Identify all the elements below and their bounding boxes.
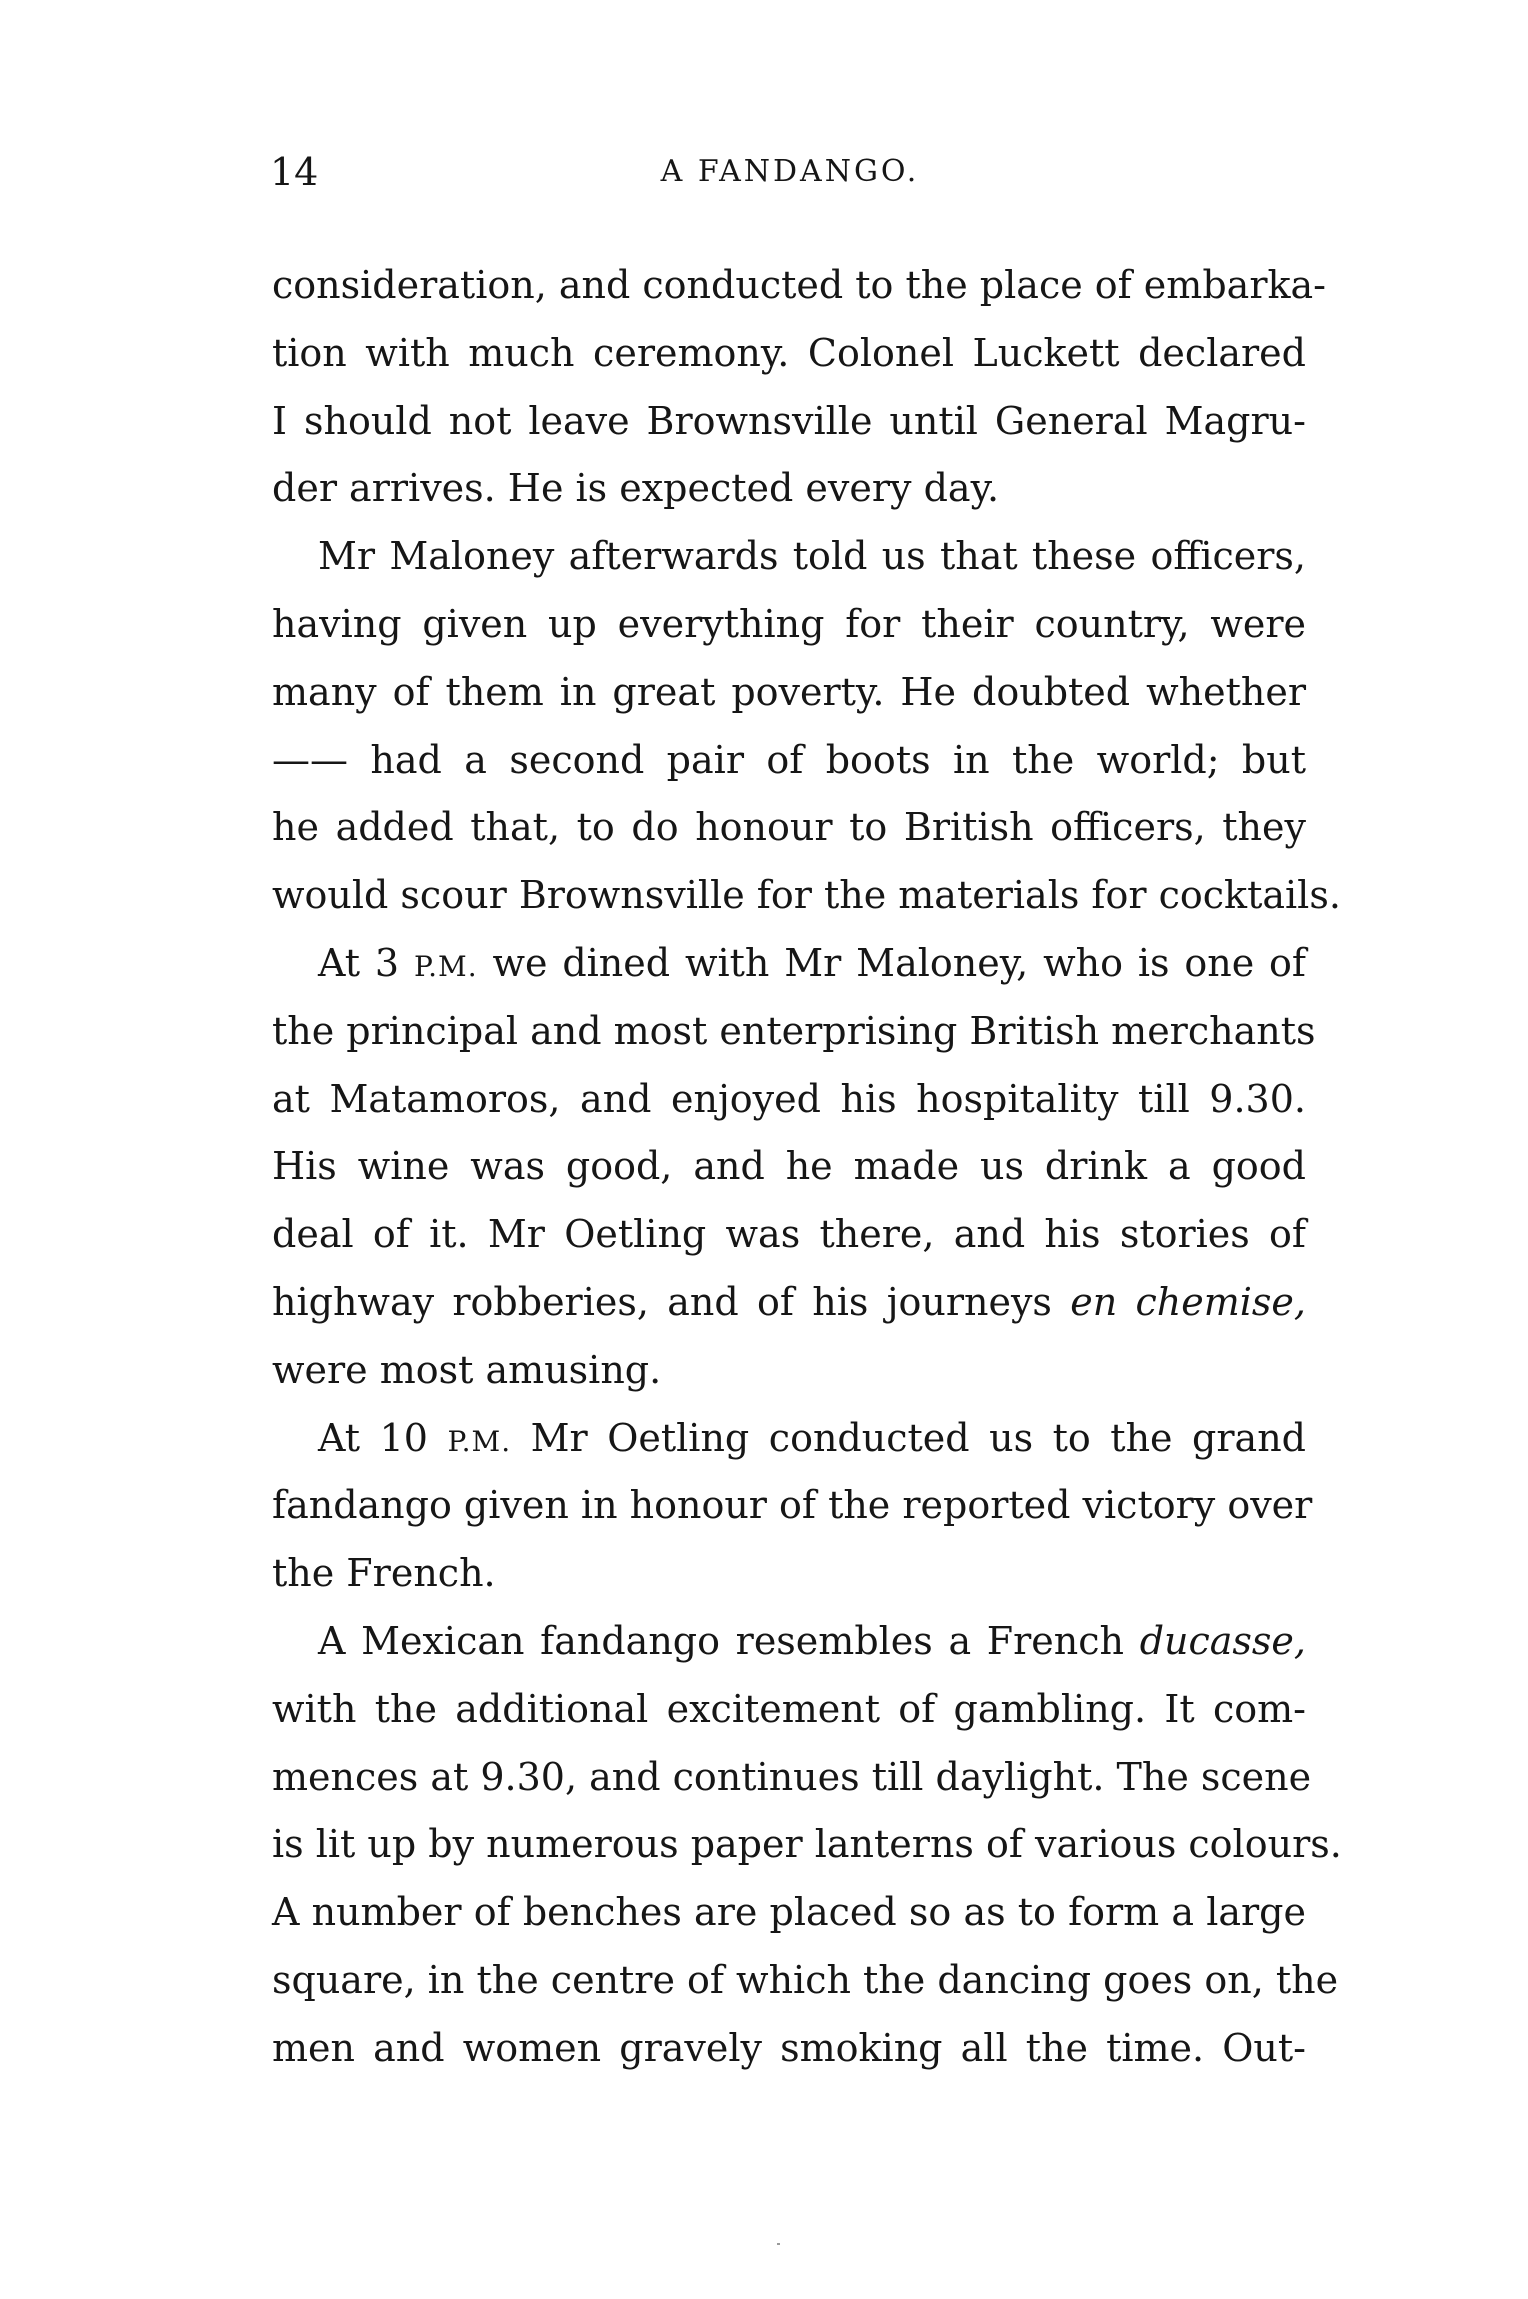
text-line: he added that, to do honour to British officers, they: [272, 805, 1306, 850]
text-line: having given up everything for their country, were: [272, 601, 1306, 646]
text-run: A Mexican fandango resembles a French: [318, 1618, 1140, 1663]
text-line: with the additional excitement of gambling. It com-: [272, 1686, 1306, 1731]
running-title: A FANDANGO.: [660, 154, 920, 189]
text-line: [272, 1405, 1306, 1473]
text-line: at Matamoros, and enjoyed his hospitality till 9.30.: [272, 1076, 1306, 1121]
text-line: would scour Brownsville for the materials for cocktails.: [272, 873, 1341, 918]
text-line: [272, 930, 1306, 998]
text-run: highway robberies, and of his journeys: [272, 1279, 1071, 1324]
text-line: consideration, and conducted to the place of embarka-: [272, 263, 1326, 307]
body-text: [272, 252, 1342, 2083]
text-line: mences at 9.30, and continues till daylight. The scene: [272, 1754, 1312, 1799]
text-line: many of them in great poverty. He doubted whether: [272, 669, 1306, 714]
text-line: deal of it. Mr Oetling was there, and his stories of: [272, 1212, 1306, 1257]
running-head: [270, 150, 1310, 210]
small-caps-time: P.M.: [413, 949, 478, 983]
page-number: 14: [270, 150, 319, 194]
italic-phrase: en chemise,: [1070, 1279, 1306, 1324]
text-line: tion with much ceremony. Colonel Luckett declared: [272, 330, 1306, 375]
text-line: the French.: [272, 1551, 496, 1596]
italic-phrase: ducasse,: [1139, 1618, 1306, 1663]
small-caps-time: P.M.: [447, 1424, 512, 1458]
text-line: A number of benches are placed so as to form a large: [272, 1890, 1306, 1935]
text-line: square, in the centre of which the dancing goes on, the: [272, 1957, 1339, 2002]
text-line: Mr Maloney afterwards told us that these officers,: [318, 534, 1306, 579]
text-line: [272, 1269, 1306, 1337]
print-speck: [777, 2243, 780, 2245]
text-line: der arrives. He is expected every day.: [272, 466, 1000, 511]
text-line: [272, 1608, 1306, 1676]
text-line: the principal and most enterprising British merchants: [272, 1008, 1316, 1053]
text-run: At 10: [318, 1415, 448, 1460]
text-line: men and women gravely smoking all the time. Out-: [272, 2025, 1306, 2070]
text-line: —— had a second pair of boots in the world; but: [272, 737, 1306, 782]
text-run: At 3: [318, 940, 414, 985]
text-run: Mr Oetling conducted us to the grand: [511, 1415, 1307, 1460]
text-line: fandango given in honour of the reported victory over: [272, 1483, 1313, 1528]
text-line: is lit up by numerous paper lanterns of various colours.: [272, 1822, 1342, 1867]
text-line: I should not leave Brownsville until General Magru-: [272, 398, 1306, 443]
text-line: were most amusing.: [272, 1347, 662, 1392]
text-run: we dined with Mr Maloney, who is one of: [477, 940, 1306, 985]
text-line: His wine was good, and he made us drink a good: [272, 1144, 1306, 1189]
